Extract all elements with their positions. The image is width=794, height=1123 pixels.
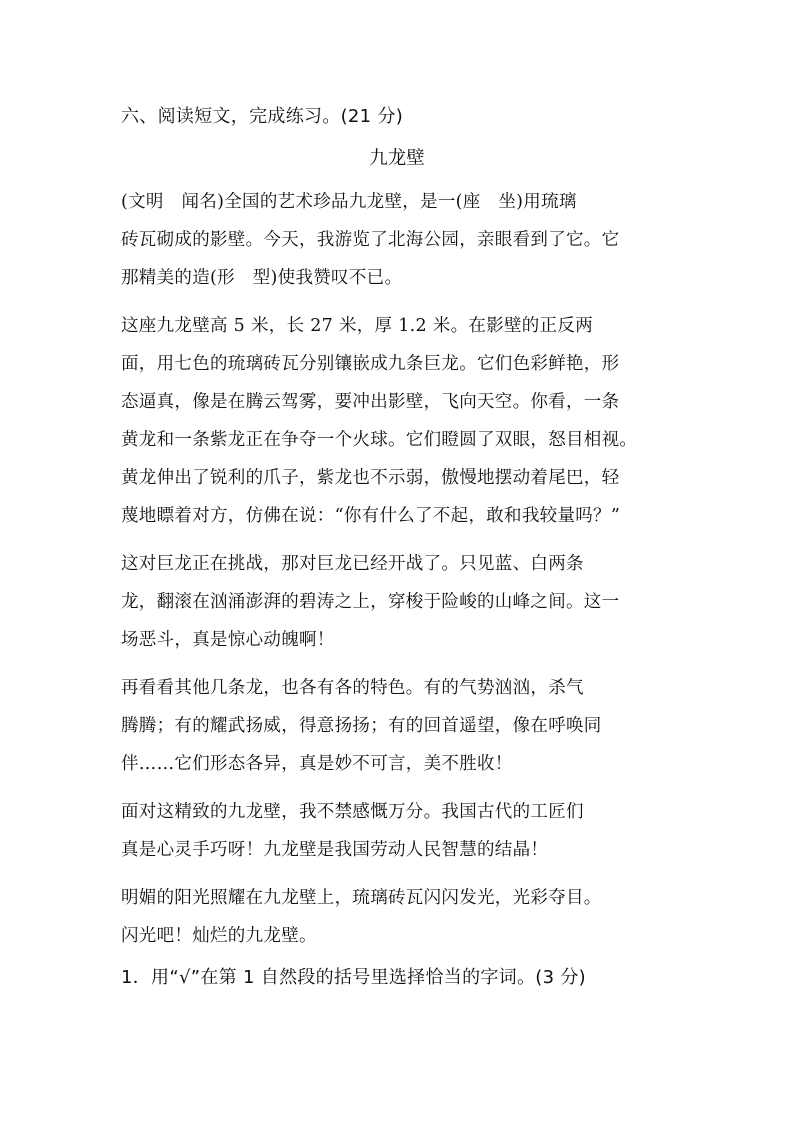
passage-line: 腾腾；有的耀武扬威，得意扬扬；有的回首遥望，像在呼唤同 (121, 716, 602, 736)
passage-line: 这对巨龙正在挑战，那对巨龙已经开战了。只见蓝、白两条 (121, 554, 584, 574)
passage-line: 伴……它们形态各异，真是妙不可言，美不胜收！ (121, 754, 513, 774)
question-1: 1．用“√”在第 1 自然段的括号里选择恰当的字词。(3 分) (121, 967, 586, 988)
passage-line: 龙，翻滚在汹涌澎湃的碧涛之上，穿梭于险峻的山峰之间。这一 (121, 592, 620, 612)
passage-line: 面对这精致的九龙壁，我不禁感慨万分。我国古代的工匠们 (121, 802, 584, 822)
passage-line: 蔑地瞟着对方，仿佛在说：“你有什么了不起，敢和我较量吗？” (121, 506, 621, 526)
passage-line: 再看看其他几条龙，也各有各的特色。有的气势汹汹，杀气 (121, 678, 584, 698)
passage-line: 态逼真，像是在腾云驾雾，要冲出影壁，飞向天空。你看，一条 (121, 392, 620, 412)
passage-line: (文明 闻名)全国的艺术珍品九龙壁，是一(座 坐)用琉璃 (121, 192, 577, 212)
passage-line: 场恶斗，真是惊心动魄啊！ (121, 630, 335, 650)
passage-line: 黄龙和一条紫龙正在争夺一个火球。它们瞪圆了双眼，怒目相视。 (121, 430, 638, 450)
section-heading: 六、阅读短文，完成练习。(21 分) (121, 106, 404, 127)
passage-line: 闪光吧！灿烂的九龙壁。 (121, 926, 317, 946)
passage-line: 真是心灵手巧呀！九龙壁是我国劳动人民智慧的结晶！ (121, 840, 549, 860)
passage-line: 砖瓦砌成的影壁。今天，我游览了北海公园，亲眼看到了它。它 (121, 230, 620, 250)
passage-line: 那精美的造(形 型)使我赞叹不已。 (121, 268, 403, 288)
passage-line: 面，用七色的琉璃砖瓦分别镶嵌成九条巨龙。它们色彩鲜艳，形 (121, 354, 620, 374)
passage-line: 黄龙伸出了锐利的爪子，紫龙也不示弱，傲慢地摆动着尾巴，轻 (121, 468, 620, 488)
passage-line: 明媚的阳光照耀在九龙壁上，琉璃砖瓦闪闪发光，光彩夺目。 (121, 888, 602, 908)
passage-line: 这座九龙壁高 5 米，长 27 米，厚 1.2 米。在影壁的正反两 (121, 316, 594, 336)
passage-title: 九龙壁 (369, 148, 425, 169)
